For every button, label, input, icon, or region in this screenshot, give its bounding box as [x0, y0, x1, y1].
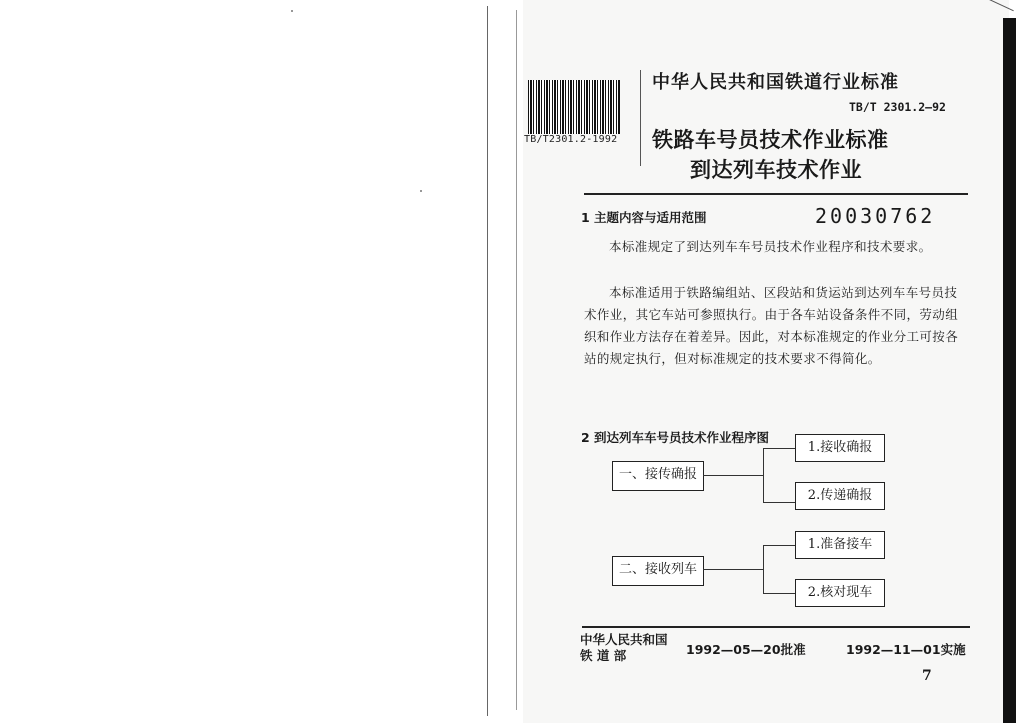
scan-gutter-line	[487, 6, 488, 716]
approval-date: 1992—05—20批准	[686, 642, 806, 657]
section1-paragraph1: 本标准规定了到达列车车号员技术作业程序和技术要求。	[609, 239, 932, 254]
flow-connector	[763, 502, 795, 503]
flow-group2-step1: 1.准备接车	[795, 531, 885, 559]
document-title-line1: 铁路车号员技术作业标准	[652, 128, 889, 152]
page-number: 7	[922, 668, 932, 684]
title-rule	[584, 193, 968, 195]
flow-connector	[763, 448, 795, 449]
scan-edge-line	[516, 10, 517, 710]
document-title-line2: 到达列车技术作业	[690, 158, 862, 182]
flow-group1-box: 一、接传确报	[612, 461, 704, 491]
effective-date: 1992—11—01实施	[846, 642, 966, 657]
ministry-standard-title: 中华人民共和国铁道行业标准	[652, 72, 899, 93]
section2-heading: 2 到达列车车号员技术作业程序图	[581, 430, 770, 445]
barcode	[528, 80, 620, 134]
flow-connector	[703, 475, 763, 476]
flow-connector	[763, 545, 795, 546]
flow-group1-step2: 2.传递确报	[795, 482, 885, 510]
scan-speck	[420, 190, 422, 192]
handwritten-number: 20030762	[815, 204, 936, 228]
flow-connector	[763, 448, 764, 503]
flow-connector	[763, 545, 764, 594]
section1-paragraph2: 本标准适用于铁路编组站、区段站和货运站到达列车车号员技术作业，其它车站可参照执行。由于各车站设备条件不同，劳动组织和作业方法存在着差异。因此，对本标准规定的作业分工可按各站的规定执行，但对标准规定的技术要求不得简化。	[584, 285, 959, 366]
section1-heading: 1 主题内容与适用范围	[581, 210, 707, 225]
flow-connector	[703, 569, 763, 570]
issuer-line1: 中华人民共和国	[580, 632, 668, 647]
footer-rule	[582, 626, 970, 628]
standard-code: TB/T 2301.2—92	[849, 100, 946, 114]
issuer-line2: 铁 道 部	[580, 648, 627, 663]
header-bracket	[640, 70, 641, 166]
flow-connector	[763, 593, 795, 594]
barcode-label: TB/T2301.2-1992	[524, 134, 618, 145]
flow-group1-step1: 1.接收确报	[795, 434, 885, 462]
scan-speck	[291, 10, 293, 12]
flow-group2-step2: 2.核对现车	[795, 579, 885, 607]
page-edge-shadow	[1003, 18, 1016, 723]
flow-group2-box: 二、接收列车	[612, 556, 704, 586]
